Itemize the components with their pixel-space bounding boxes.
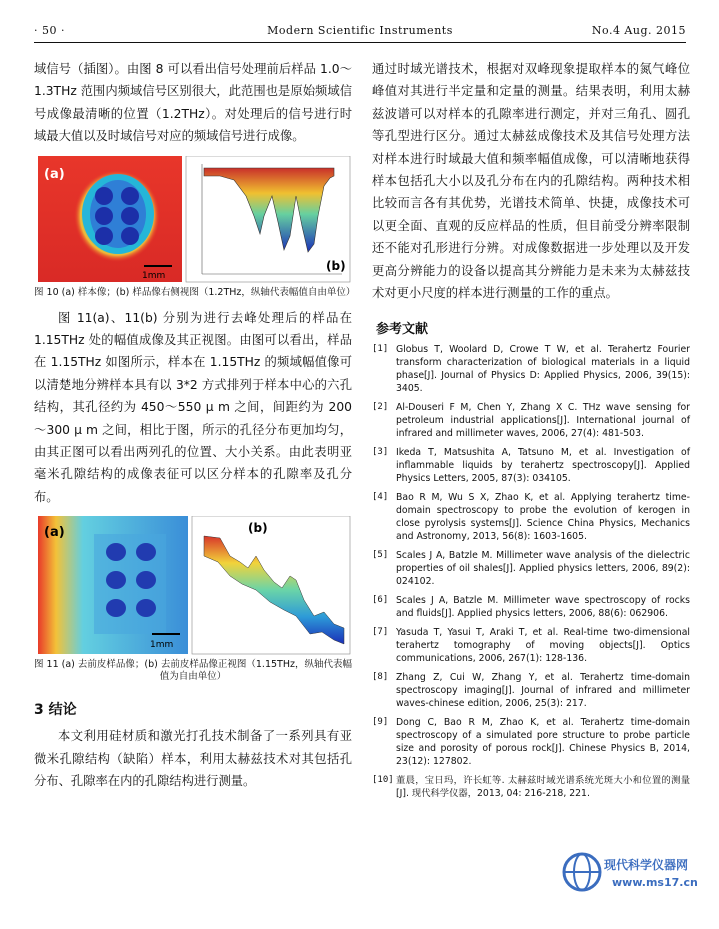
watermark-globe-icon bbox=[560, 850, 604, 894]
figure-10-graphic bbox=[34, 156, 352, 284]
page-number: · 50 · bbox=[34, 24, 65, 37]
references-heading: 参考文献 bbox=[376, 322, 429, 338]
journal-name: Modern Scientific Instruments bbox=[267, 24, 453, 37]
figure-11 bbox=[34, 516, 352, 683]
left-column bbox=[34, 58, 356, 793]
figure-10 bbox=[34, 156, 356, 299]
left-paragraph-3: 本文利用硅材质和激光打孔技术制备了一系列具有亚微米孔隙结构（缺陷）样本，利用太赫兹技术对其包括孔分布、孔隙率在内的孔隙结构进行测量。 bbox=[34, 729, 352, 789]
reference-item: [6] Scales J A, Batzle M. Millimeter wave spectroscopy of rocks and fluids[J]. Applied physics letters, 2006, 88(6): 062906. bbox=[372, 595, 690, 620]
reference-item: [7] Yasuda T, Yasui T, Araki T, et al. Real-time two-dimensional terahertz tomography of moving objects[J]. Optics communications, 2006, 267(1): 128-136. bbox=[372, 627, 690, 665]
section-title-conclusion: 3 结论 bbox=[34, 702, 77, 719]
figure-11-caption: 图 11 (a) 去前皮样品像；(b) 去前皮样品像正视图（1.15THz，纵轴代表幅值为自由单位） bbox=[34, 659, 352, 683]
right-column bbox=[372, 58, 690, 806]
watermark-site-name: 现代科学仪器网 bbox=[604, 858, 689, 872]
reference-item: [9] Dong C, Bao R M, Zhao K, et al. Terahertz time-domain spectroscopy of a simulated pore structure to probe particle size and porosity of porous rock[J]. Chinese Physics B, 2014, 23(12): 127802. bbox=[372, 717, 690, 768]
fig10-label-a: (a) bbox=[44, 166, 65, 182]
reference-list bbox=[372, 343, 690, 800]
fig10-label-b: (b) bbox=[326, 258, 346, 273]
left-paragraph-1: 域信号（插图）。由图 8 可以看出信号处理前后样品 1.0～1.3THz 范围内频域信号区别很大，此范围也是原始频域信号成像最清晰的位置（1.2THz）。对处理后的信号进行时域最大值以及时域信号对应的频域信号进行成像。 bbox=[34, 62, 352, 144]
running-header bbox=[34, 24, 686, 38]
reference-item: [2] Al-Douseri F M, Chen Y, Zhang X C. THz wave sensing for petroleum industrial applications[J]. International journal of infrared and millimeter waves, 2006, 27(4): 481-503. bbox=[372, 402, 690, 440]
issue-info: No.4 Aug. 2015 bbox=[591, 24, 686, 37]
watermark-url: www.ms17.cn bbox=[612, 876, 698, 889]
header-rule bbox=[34, 42, 686, 43]
reference-item: [3] Ikeda T, Matsushita A, Tatsuno M, et al. Investigation of inflammable liquids by terahertz spectroscopy[J]. Applied Physics Letters, 2005, 87(3): 034105. bbox=[372, 447, 690, 485]
reference-item: [10] 董晨，宝日玛，许长虹等. 太赫兹时域光谱系统光斑大小和位置的测量[J]. 现代科学仪器，2013, 04: 216-218, 221. bbox=[372, 775, 690, 800]
reference-item: [8] Zhang Z, Cui W, Zhang Y, et al. Terahertz time-domain spectroscopy imaging[J]. Journal of infrared and millimeter waves-chinese edition, 2006, 25(3): 217. bbox=[372, 672, 690, 710]
reference-item: [4] Bao R M, Wu S X, Zhao K, et al. Applying terahertz time-domain spectroscopy to probe the evolution of kerogen in close pyrolysis systems[J]. Science China Physics, Mechanics and Astronomy, 2013, 56(8): 1603-1605. bbox=[372, 492, 690, 543]
right-paragraph-1: 通过时域光谱技术，根据对双峰现象提取样本的氮气峰位峰值对其进行半定量和定量的测量。结果表明，利用太赫兹波谱可以对样本的孔隙率进行测定，并对三角孔、圆孔等孔型进行区分。通过太赫兹成像技术及其信号处理方法对样本进行时域最大值和频率幅值成像，可以清晰地获得样本包括孔大小以及孔分布在内的孔隙结构。两种技术相比较而言各有其优势，光谱技术简单、快捷，成像技术可以更全面、直观的反应样品的性质，但目前受分辨率限制还不能对孔形进行分辨。对成像数据进一步处理以及开发更高分辨能力的设备以提高其分辨能力是未来为太赫兹技术对更小尺度的样本进行测量的工作的重点。 bbox=[372, 62, 690, 301]
reference-item: [1] Globus T, Woolard D, Crowe T W, et al. Terahertz Fourier transform characterization of biological materials in a liquid phase[J]. Journal of Physics D: Applied Physics, 2006, 39(15): 3405. bbox=[372, 344, 690, 395]
watermark-logo bbox=[560, 848, 710, 918]
fig11-scale: 1mm bbox=[150, 640, 174, 651]
reference-item: [5] Scales J A, Batzle M. Millimeter wave analysis of the dielectric properties of oil shales[J]. Applied physics letters, 2006, 89(2): 024102. bbox=[372, 550, 690, 588]
fig11-label-b: (b) bbox=[248, 521, 268, 536]
figure-11-graphic bbox=[34, 516, 352, 656]
left-paragraph-2: 图 11(a)、11(b) 分别为进行去峰处理后的样品在 1.15THz 处的幅值成像及其正视图。由图可以看出，样品在 1.15THz 如图所示，样本在 1.15THz 的频域幅值像可以清楚地分辨样本具有以 3*2 方式排列于样本中心的六孔结构，其孔径约为 450～550 μ m 之间，间距约为 200～300 μ m 之间，相比于图，所示的孔径分布更加均匀，由其正图可以看出两列孔的位置、大小关系。由此表明亚毫米孔隙结构的成像表征可以区分样本的孔隙率及孔分布。 bbox=[34, 310, 352, 504]
fig10-scale: 1mm bbox=[142, 270, 166, 281]
fig11-label-a: (a) bbox=[44, 525, 65, 541]
figure-10-caption: 图 10 (a) 样本像；(b) 样品像右侧视图（1.2THz，纵轴代表幅值自由单位） bbox=[34, 286, 356, 298]
